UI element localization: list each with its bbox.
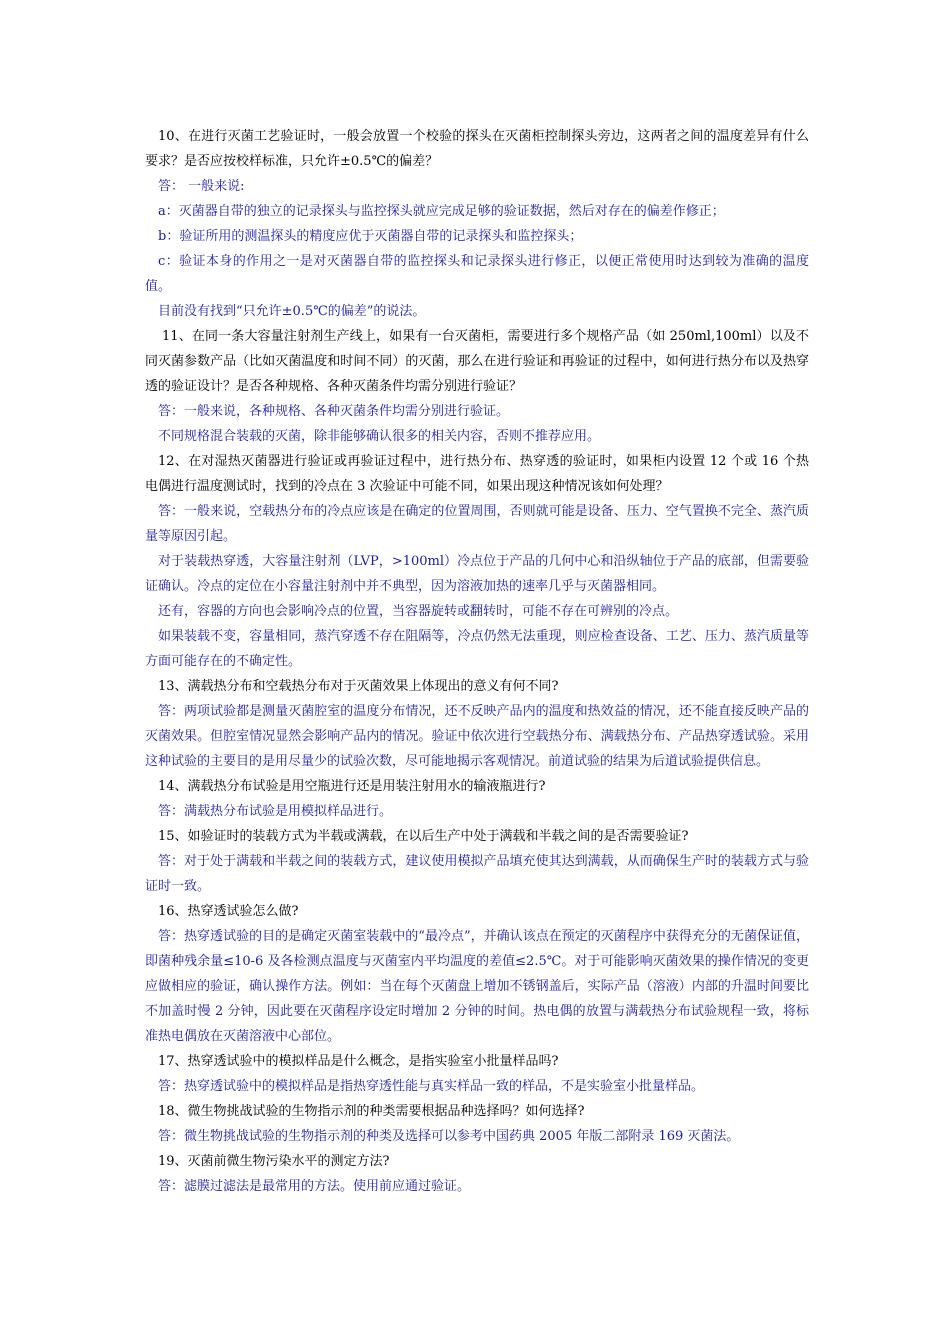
question-10: 10、在进行灭菌工艺验证时，一般会放置一个校验的探头在灭菌柜控制探头旁边，这两者之间的温度差异有什么要求？是否应按校样标准，只允许±0.5℃的偏差？ bbox=[145, 129, 809, 169]
answer-12: 答：一般来说，空载热分布的冷点应该是在确定的位置周围，否则就可能是设备、压力、空气置换不完全、蒸汽质量等原因引起。 bbox=[145, 504, 809, 544]
answer-12-para-2: 对于装载热穿透，大容量注射剂（LVP，>100ml）冷点位于产品的几何中心和沿纵轴位于产品的底部，但需要验证确认。冷点的定位在小容量注射剂中并不典型，因为溶液加热的速率几乎与灭菌器相同。 bbox=[145, 554, 809, 594]
answer-18: 答：微生物挑战试验的生物指示剂的种类及选择可以参考中国药典 2005 年版二部附录 169 灭菌法。 bbox=[158, 1129, 740, 1144]
answer-10-item-b: b：验证所用的测温探头的精度应优于灭菌器自带的记录探头和监控探头； bbox=[158, 229, 583, 244]
question-11: 11、在同一条大容量注射剂生产线上，如果有一台灭菌柜，需要进行多个规格产品（如 250ml,100ml）以及不同灭菌参数产品（比如灭菌温度和时间不同）的灭菌，那么在进行验证和再验证的过程中，如何进行热分布以及热穿透的验证设计？是否各种规格、各种灭菌条件均需分别进行验证？ bbox=[145, 329, 809, 394]
question-15: 15、如验证时的装载方式为半载或满载，在以后生产中处于满载和半载之间的是否需要验证? bbox=[158, 829, 689, 844]
answer-16: 答：热穿透试验的目的是确定灭菌室装载中的“最冷点”，并确认该点在预定的灭菌程序中获得充分的无菌保证值，即菌种残余量≤10-6 及各检测点温度与灭菌室内平均温度的差值≤2.5℃。对于可能影响灭菌效果的操作情况的变更应做相应的验证，确认操作方法。例如：当在每个灭菌盘上增加不锈钢盖后，实际产品（溶液）内部的升温时间要比不加盖时慢 2 分钟，因此要在灭菌程序设定时增加 2 分钟的时间。热电偶的放置与满载热分布试验规程一致，将标准热电偶放在灭菌溶液中心部位。 bbox=[145, 929, 809, 1044]
answer-10-item-c: c：验证本身的作用之一是对灭菌器自带的监控探头和记录探头进行修正，以便正常使用时达到较为准确的温度值。 bbox=[145, 254, 809, 294]
question-14: 14、满载热分布试验是用空瓶进行还是用装注射用水的输液瓶进行? bbox=[158, 779, 546, 794]
answer-10-item-a: a：灭菌器自带的独立的记录探头与监控探头就应完成足够的验证数据，然后对存在的偏差作修正； bbox=[158, 204, 725, 219]
answer-11-note: 不同规格混合装载的灭菌，除非能够确认很多的相关内容，否则不推荐应用。 bbox=[158, 429, 601, 444]
answer-12-para-4: 如果装载不变，容量相同，蒸汽穿透不存在阻隔等，冷点仍然无法重现，则应检查设备、工艺、压力、蒸汽质量等方面可能存在的不确定性。 bbox=[145, 629, 809, 669]
answer-10-note: 目前没有找到“只允许±0.5℃的偏差”的说法。 bbox=[158, 304, 426, 319]
document-page bbox=[145, 124, 809, 1199]
answer-19: 答：滤膜过滤法是最常用的方法。使用前应通过验证。 bbox=[158, 1179, 471, 1194]
question-13: 13、满载热分布和空载热分布对于灭菌效果上体现出的意义有何不同? bbox=[158, 679, 559, 694]
question-12: 12、在对湿热灭菌器进行验证或再验证过程中，进行热分布、热穿透的验证时，如果柜内设置 12 个或 16 个热电偶进行温度测试时，找到的冷点在 3 次验证中可能不同，如果出现这种情况该如何处理？ bbox=[145, 454, 809, 494]
question-18: 18、微生物挑战试验的生物指示剂的种类需要根据品种选择吗？如何选择? bbox=[158, 1104, 585, 1119]
answer-17: 答：热穿透试验中的模拟样品是指热穿透性能与真实样品一致的样品，不是实验室小批量样品。 bbox=[158, 1079, 705, 1094]
question-19: 19、灭菌前微生物污染水平的测定方法? bbox=[158, 1154, 390, 1169]
answer-10-intro: 答： 一般来说: bbox=[158, 179, 245, 194]
answer-12-para-3: 还有，容器的方向也会影响冷点的位置，当容器旋转或翻转时，可能不存在可辨别的冷点。 bbox=[158, 604, 679, 619]
question-17: 17、热穿透试验中的模拟样品是什么概念，是指实验室小批量样品吗? bbox=[158, 1054, 559, 1069]
answer-14: 答：满载热分布试验是用模拟样品进行。 bbox=[158, 804, 393, 819]
answer-11: 答：一般来说，各种规格、各种灭菌条件均需分别进行验证。 bbox=[158, 404, 510, 419]
answer-13: 答：两项试验都是测量灭菌腔室的温度分布情况，还不反映产品内的温度和热效益的情况，还不能直接反映产品的灭菌效果。但腔室情况显然会影响产品内的情况。验证中依次进行空载热分布、满载热分布、产品热穿透试验。采用这种试验的主要目的是用尽量少的试验次数，尽可能地揭示客观情况。前道试验的结果为后道试验提供信息。 bbox=[145, 704, 809, 769]
answer-15: 答：对于处于满载和半载之间的装载方式，建议使用模拟产品填充使其达到满载，从而确保生产时的装载方式与验证时一致。 bbox=[145, 854, 809, 894]
question-16: 16、热穿透试验怎么做? bbox=[158, 904, 299, 919]
